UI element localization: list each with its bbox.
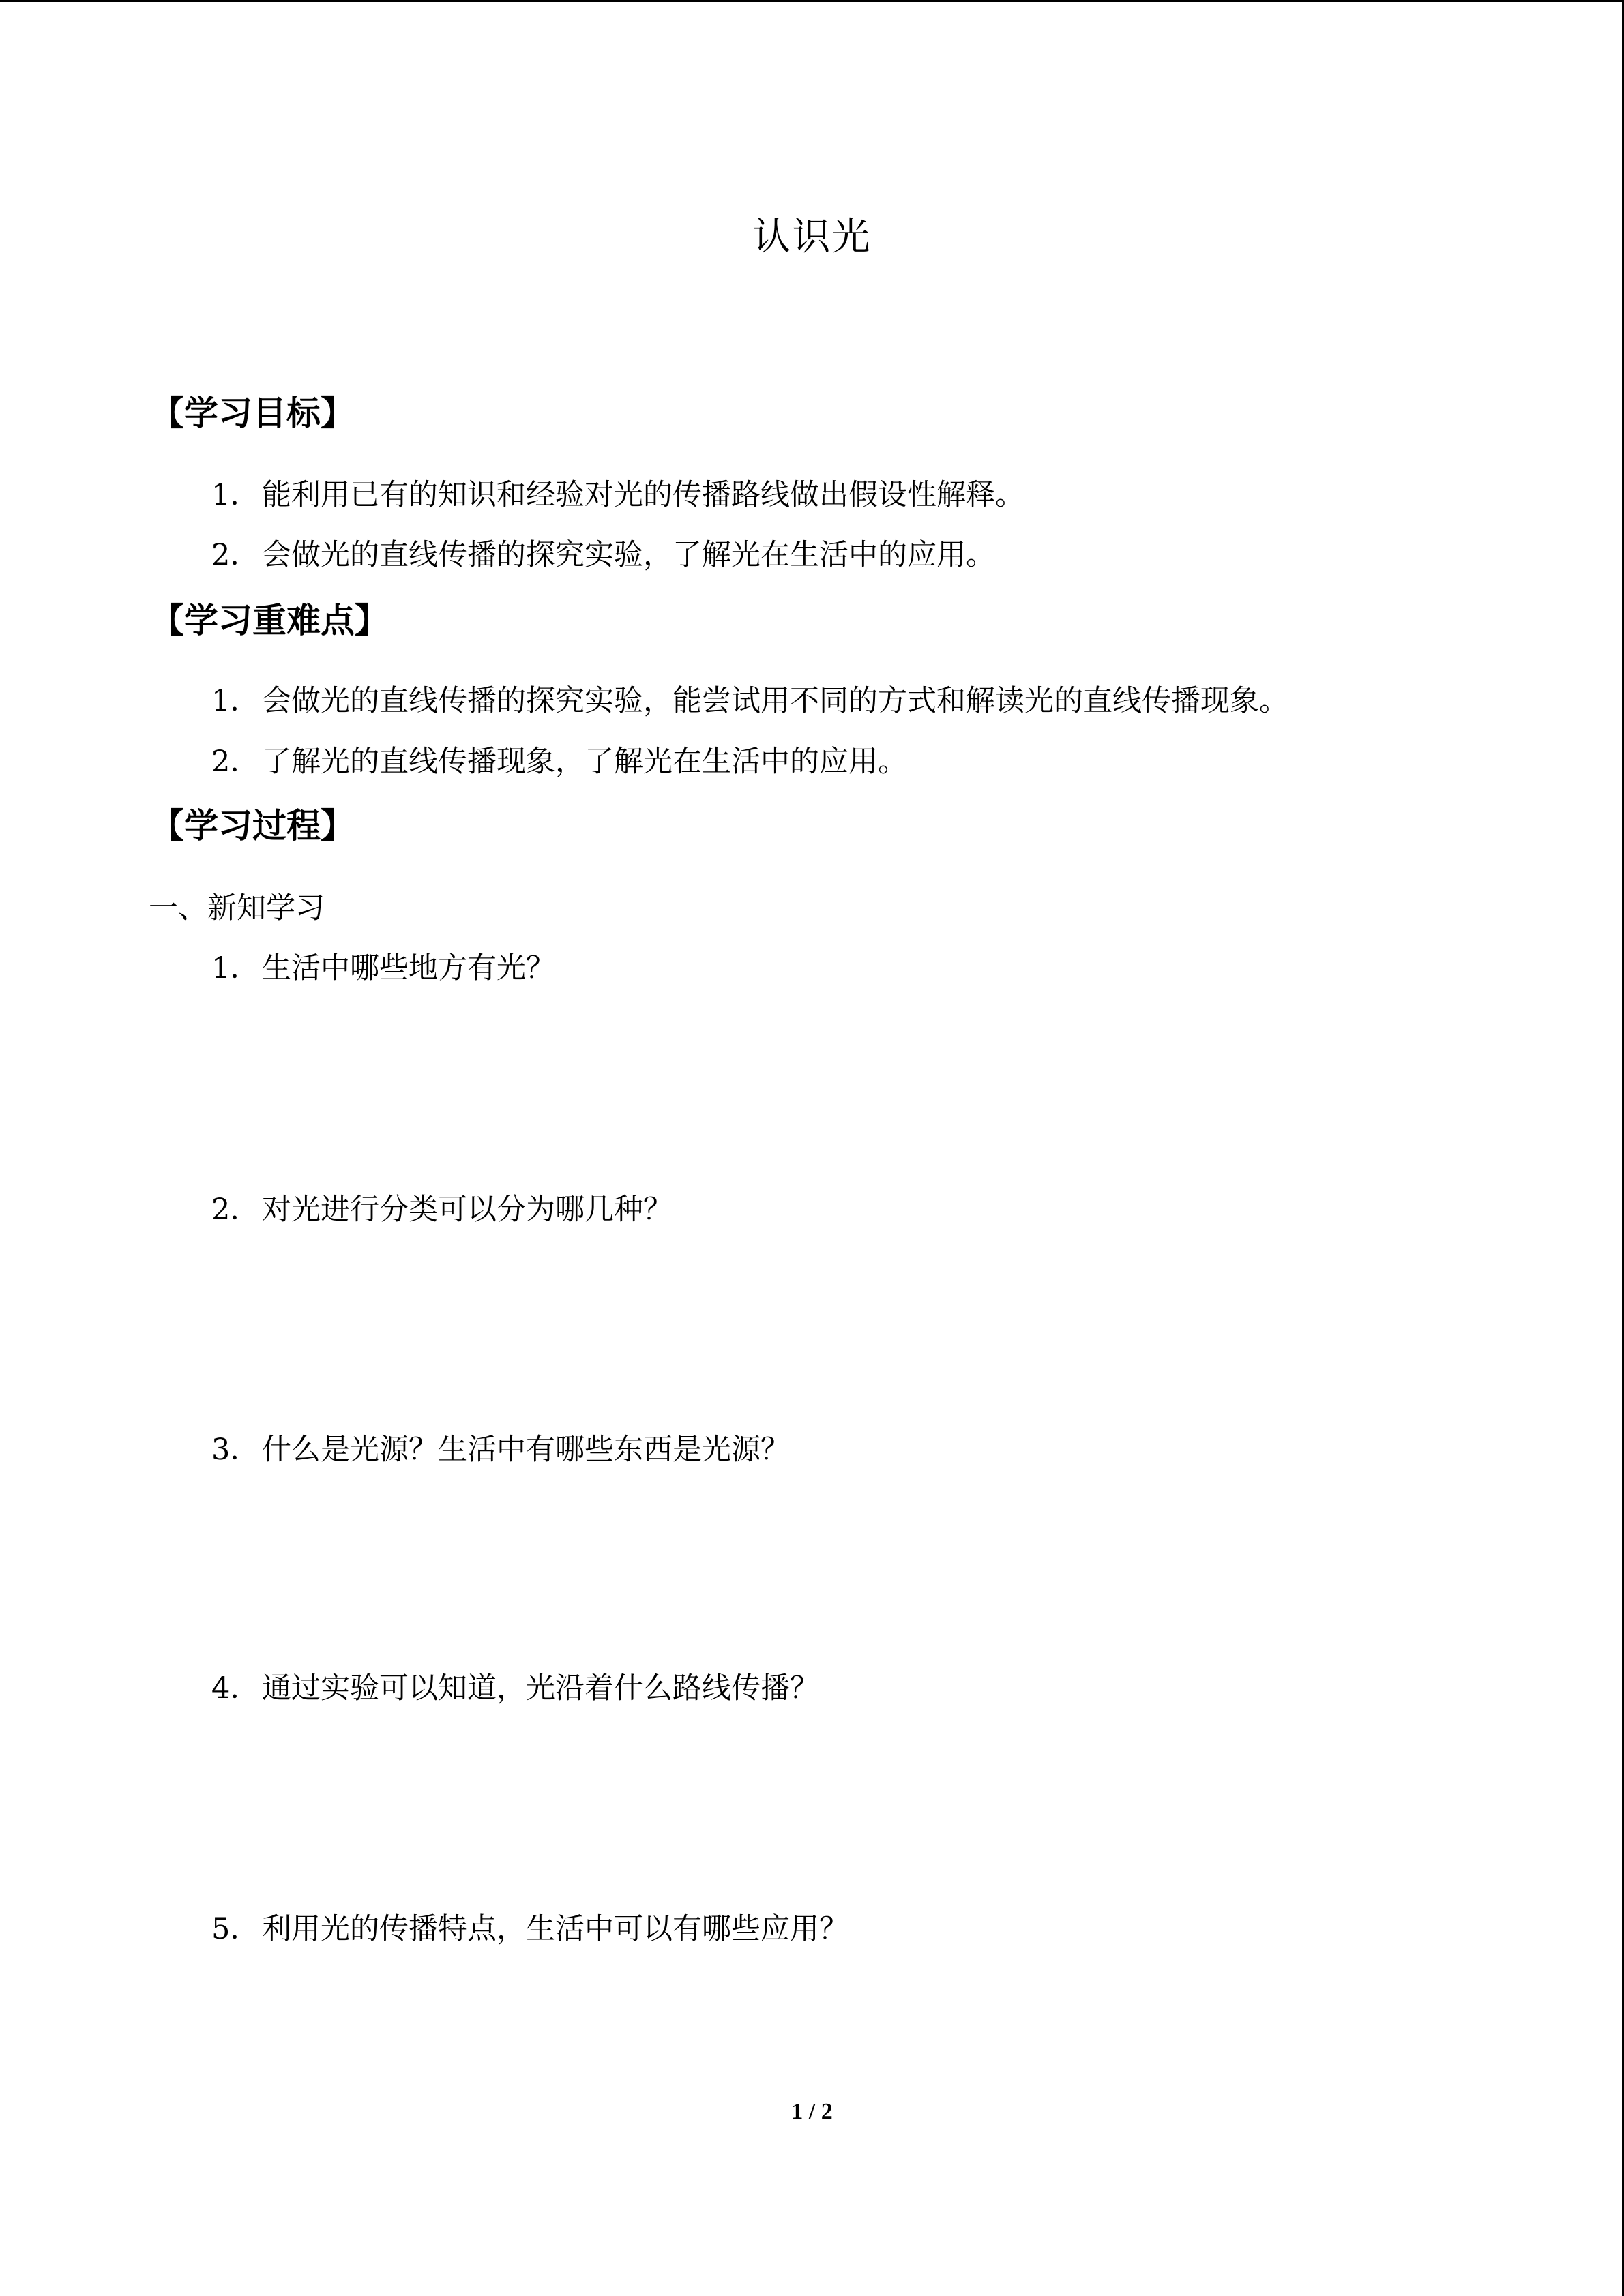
item-number: 2． <box>211 745 260 779</box>
item-text: 利用光的传播特点，生活中可以有哪些应用？ <box>262 1912 848 1946</box>
key-point-item <box>211 741 907 782</box>
page-title: 认识光 <box>752 215 872 259</box>
item-text: 了解光的直线传播现象，了解光在生活中的应用。 <box>262 745 907 779</box>
question-item <box>211 1668 819 1709</box>
objective-item <box>211 535 995 576</box>
item-text: 会做光的直线传播的探究实验，了解光在生活中的应用。 <box>262 538 995 572</box>
item-text: 什么是光源？生活中有哪些东西是光源？ <box>262 1433 790 1467</box>
key-point-item <box>211 681 1288 721</box>
question-item <box>211 1189 673 1230</box>
subsection-heading: 一、新知学习 <box>149 891 325 925</box>
item-number: 1． <box>211 684 260 718</box>
section-heading-process: 【学习过程】 <box>150 806 355 846</box>
question-item <box>211 1909 848 1950</box>
top-border-line <box>0 0 1624 2</box>
item-number: 1． <box>211 951 260 985</box>
item-number: 1． <box>211 478 260 512</box>
item-number: 3． <box>211 1433 260 1467</box>
item-number: 2． <box>211 1193 260 1227</box>
item-text: 生活中哪些地方有光？ <box>262 951 555 985</box>
item-text: 通过实验可以知道，光沿着什么路线传播？ <box>262 1671 819 1705</box>
objective-item <box>211 475 1024 516</box>
item-text: 能利用已有的知识和经验对光的传播路线做出假设性解释。 <box>262 478 1024 512</box>
question-item <box>211 948 555 989</box>
item-text: 对光进行分类可以分为哪几种？ <box>262 1193 673 1227</box>
item-number: 5． <box>211 1912 260 1946</box>
item-number: 2． <box>211 538 260 572</box>
section-heading-objectives: 【学习目标】 <box>150 393 355 433</box>
page-number: 1 / 2 <box>791 2099 833 2124</box>
item-text: 会做光的直线传播的探究实验，能尝试用不同的方式和解读光的直线传播现象。 <box>262 684 1288 718</box>
item-number: 4． <box>211 1671 260 1705</box>
question-item <box>211 1429 790 1470</box>
section-heading-key-points: 【学习重难点】 <box>150 601 389 640</box>
